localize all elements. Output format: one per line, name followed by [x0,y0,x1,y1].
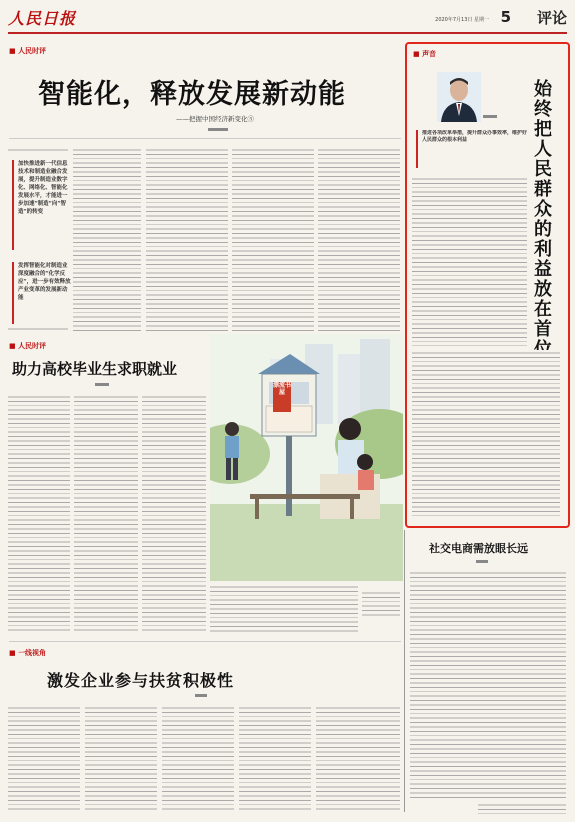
book-house-sign: 漂流书屋 [273,382,291,412]
body-text [232,147,314,333]
article2-tag: ■ 人民时评 [9,341,46,351]
body-text [412,176,527,346]
pull-quote-text: 推进各项改革举措，提升群众办事效率，维护好人民群众的根本利益 [422,130,528,143]
body-text [142,394,206,634]
article1-byline [208,128,228,131]
body-text [412,350,560,518]
article1-pull-quote-2 [12,262,71,324]
divider [9,641,401,642]
article4-tag: ■ 一线视角 [9,648,46,658]
illustration-caption [210,584,358,634]
book-house-illustration [210,334,403,581]
newspaper-logo: 人民日报 [8,9,77,28]
article4-title: 激发企业参与扶贫积极性 [47,671,235,690]
body-text [85,705,157,813]
issue-date: 2020年7月13日 星期一 [435,17,489,23]
divider [9,138,401,139]
body-text [316,705,400,813]
column-divider [404,530,405,812]
body-text [73,147,141,333]
body-text [239,705,311,813]
body-text [8,326,68,333]
author-portrait [437,72,481,122]
article2-title: 助力高校毕业生求职就业 [12,360,178,378]
section-name: 评论 [536,9,567,27]
pull-quote-text: 加快推进新一代信息技术和制造业融合发展，提升制造业数字化、网络化、智能化发展水平，才能进一步加速“制造”向“智造”的转变 [18,161,68,215]
article4-byline [195,694,207,697]
article2-byline [95,383,109,386]
body-text [318,147,400,333]
article5-byline [476,560,488,563]
body-text [8,705,80,813]
body-text [8,394,70,634]
body-text [146,147,228,333]
body-text [410,570,566,798]
body-text [162,705,234,813]
article1-tag: ■ 人民时评 [9,46,46,56]
article1-subtitle: ——把握中国经济新变化⑤ [176,115,254,123]
article1-pull-quote [12,160,71,250]
body-text [74,394,138,634]
illustration-graphic [210,334,403,581]
article5-title: 社交电商需放眼长远 [429,542,528,555]
pull-quote-text: 发挥智能化对制造业深度融合的“化学反应”，进一步有效释放产业变革的发展新动能 [18,263,71,301]
illustration-poem [362,590,400,618]
article3-pull-quote [416,130,530,168]
editor-credits [478,802,566,814]
portrait-graphic [437,72,481,122]
body-text [8,147,68,153]
article3-title: 始终把人民群众的利益放在首 [534,79,552,340]
masthead [8,6,567,34]
article3-tag: ■ 声音 [413,49,436,59]
page-number: 5 [500,8,511,26]
portrait-caption [483,115,497,118]
article1-title: 智能化，释放发展新动能 [38,79,346,110]
